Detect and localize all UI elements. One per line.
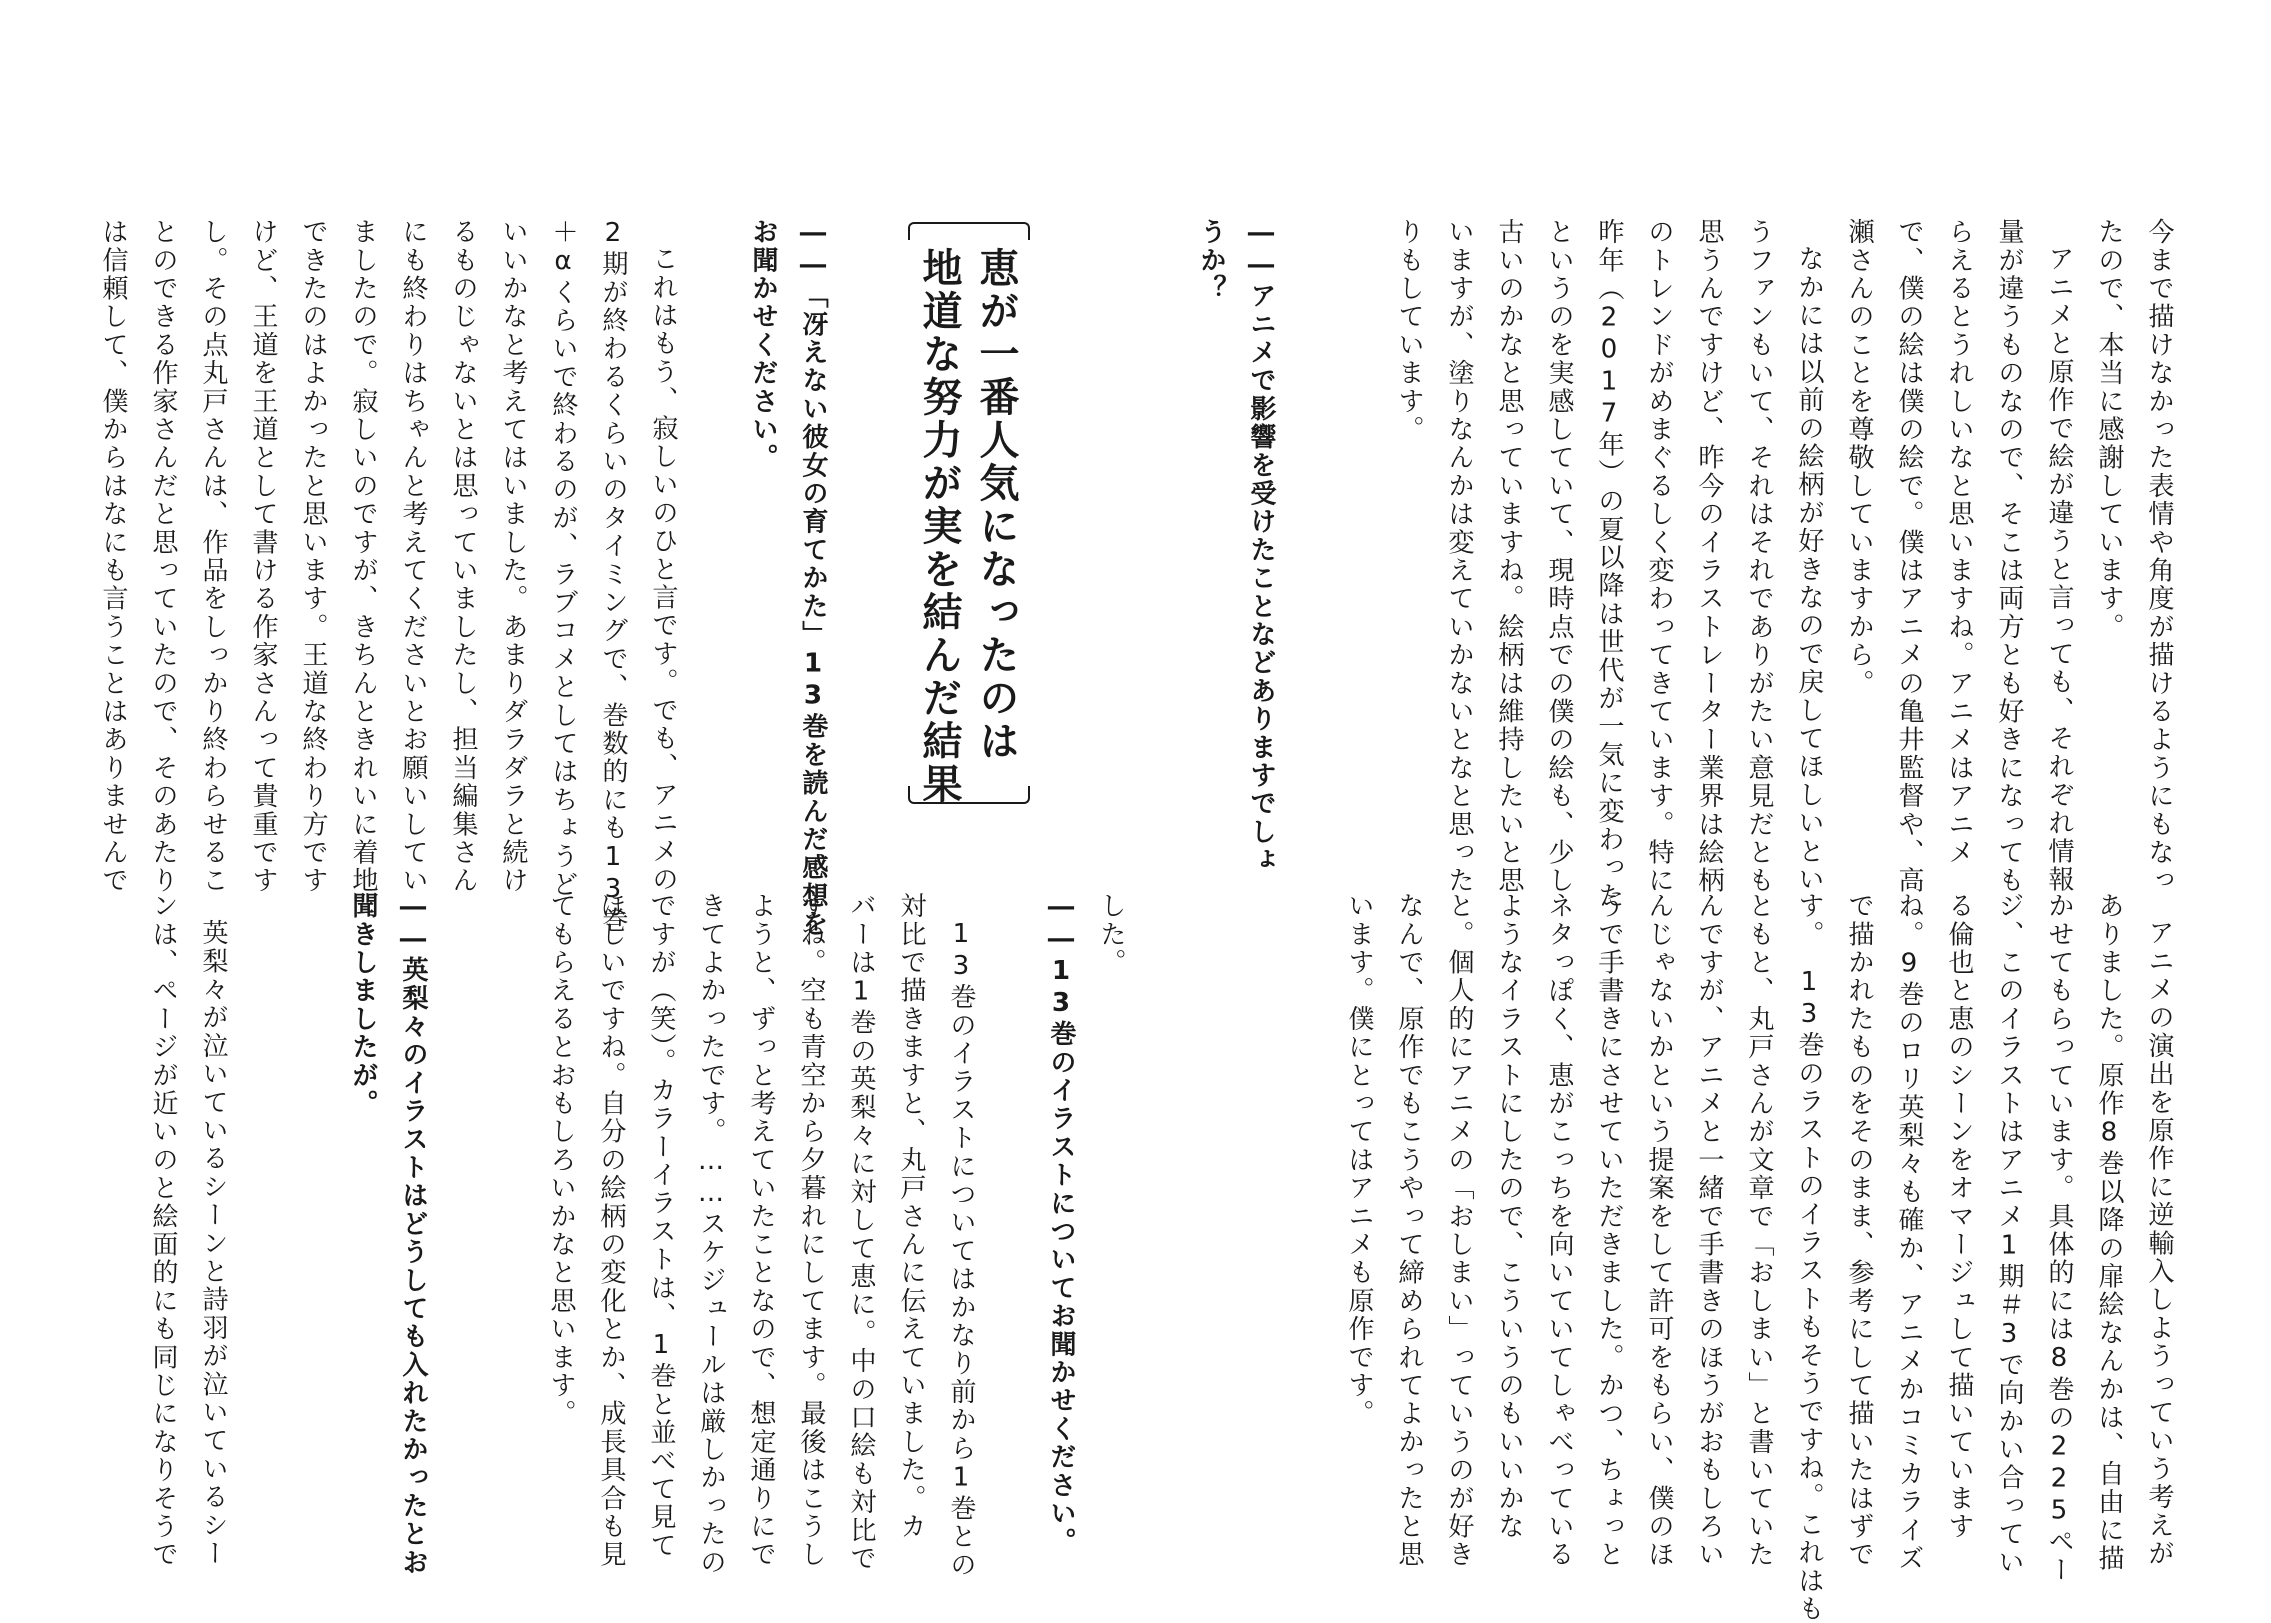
text-line: のトレンドがめまぐるしく変わってきています。特に [1644,218,1674,895]
text-line: うファンもいて、それはそれでありがたい意見だとも [1744,218,1774,895]
text-line: にも終わりはちゃんと考えてくださいとお願いしてい [398,218,428,895]
text-line: いますが、塗りなんかは変えていかないとなと思った [1444,218,1474,895]
text-line: ね。9巻のロリ英梨々も確か、アニメかコミカライズ [1894,892,1924,1573]
text-line: アニメの演出を原作に逆輸入しようっていう考えが [2144,919,2174,1568]
text-line: うで手書きにさせていただきました。かつ、ちょっと [1594,892,1624,1569]
text-line: てもらえるとおもしろいかなと思います。 [546,892,576,1428]
question-line: ――アニメで影響を受けたことなどありますでしょ [1246,218,1276,875]
text-line: とのできる作家さんだと思っていたので、そのあたり [148,218,178,895]
text-line: たので、本当に感謝しています。 [2094,218,2124,641]
heading-line: 地道な努力が実を結んだ結果 [916,247,962,806]
text-line: アニメと原作で絵が違うと言っても、それぞれ情報 [2044,245,2074,894]
text-line: る倫也と恵のシーンをオマージュして描いています [1944,892,1974,1541]
text-line: は信頼して、僕からはなにも言うことはありませんで [98,218,128,895]
text-line: 昨年（2017年）の夏以降は世代が一気に変わった [1594,218,1624,910]
text-line: なかには以前の絵柄が好きなので戻してほしいとい [1794,245,1824,894]
text-line: ありました。原作8巻以降の扉絵なんかは、自由に描 [2094,892,2124,1573]
text-line: ようなイラストにしたので、こういうのもいいかな [1494,892,1524,1541]
text-line: るものじゃないとは思っていましたし、担当編集さん [448,218,478,895]
text-line: ですが（笑）。カラーイラストは、1巻と並べて見て [646,892,676,1560]
text-line: で、僕の絵は僕の絵で。僕はアニメの亀井監督や、高 [1894,218,1924,895]
text-line: できたのはよかったと思います。王道な終わり方です [298,218,328,895]
question-line: うか？ [1196,218,1226,303]
text-line: ようと、ずっと考えていたことなので、想定通りにで [746,892,776,1569]
text-line: ましたので。寂しいのですが、きちんときれいに着地 [348,218,378,895]
text-line: けど、王道を王道として書ける作家さんって貴重です [248,218,278,895]
text-line: ともと、丸戸さんが文章で「おしまい」と書いていた [1744,892,1774,1569]
text-line: 2期が終わるくらいのタイミングで、巻数的にも13巻 [598,218,628,935]
heading-bracket-top [908,222,1030,240]
text-line: 13巻のラストのイラストもそうですね。これはも [1794,967,1824,1623]
question-line: ――英梨々のイラストはどうしても入れたかったとお [398,892,428,1577]
heading-line: 恵が一番人気になったのは [973,247,1019,763]
text-line: きてよかったです。……スケジュールは厳しかったの [696,892,726,1577]
text-line: 思うんですけど、昨今のイラストレーター業界は絵柄 [1694,218,1724,895]
text-line: ネタっぽく、恵がこっちを向いていてしゃべっている [1544,892,1574,1569]
text-line: ほしいですね。自分の絵柄の変化とか、成長具合も見 [596,892,626,1569]
text-line: かせてもらっています。具体的には8巻の225ペー [2044,892,2074,1584]
text-line: 13巻のイラストについてはかなり前から1巻との [946,919,976,1579]
text-line: ンは、ページが近いのと絵面的にも同じになりそうで [148,892,178,1569]
text-line: 英梨々が泣いているシーンと詩羽が泣いているシー [198,919,228,1568]
question-line: 聞きしましたが。 [348,892,378,1118]
text-line: なんで、原作でもこうやって締められてよかったと思 [1394,892,1424,1569]
text-line: んですが、アニメと一緒で手書きのほうがおもしろい [1694,892,1724,1569]
text-line: んじゃないかという提案をして許可をもらい、僕のほ [1644,892,1674,1569]
text-line: 古いのかなと思っていますね。絵柄は維持したいと思 [1494,218,1524,895]
text-line: います。僕にとってはアニメも原作です。 [1344,892,1374,1428]
text-line: らえるとうれしいなと思いますね。アニメはアニメ [1944,218,1974,867]
text-line: というのを実感していて、現時点での僕の絵も、少し [1544,218,1574,895]
text-line: と。個人的にアニメの「おしまい」っていうのが好き [1444,892,1474,1569]
text-line: バーは1巻の英梨々に対して恵に。中の口絵も対比で [846,892,876,1573]
text-line: いいかなと考えてはいました。あまりダラダラと続け [498,218,528,895]
text-line: し。その点丸戸さんは、作品をしっかり終わらせるこ [198,218,228,895]
question-line: お聞かせください。 [748,218,778,472]
text-line: ＋αくらいで終わるのが、ラブコメとしてはちょうど [548,218,578,899]
continuation-line: した。 [1096,892,1126,977]
text-line: これはもう、寂しいのひと言です。でも、アニメの [648,245,678,894]
text-line: 対比で描きますと、丸戸さんに伝えていました。カ [896,892,926,1541]
text-line: すね。空も青空から夕暮れにしてます。最後はこうし [796,892,826,1569]
text-line: ジ、このイラストはアニメ1期＃3で向かい合ってい [1994,892,2024,1577]
text-line: で描かれたものをそのまま、参考にして描いたはずで [1844,892,1874,1569]
question-3: ――13巻のイラストについてお聞かせください。 [1046,892,1076,1556]
heading-bracket-bottom [908,786,1030,804]
text-line: 瀬さんのことを尊敬していますから。 [1844,218,1874,698]
text-line: りもしています。 [1394,218,1424,444]
text-line: す。 [1794,892,1824,949]
question-line: ――「冴えない彼女の育てかた」13巻を読んだ感想を [798,218,828,939]
text-line: 量が違うものなので、そこは両方とも好きになっても [1994,218,2024,895]
text-line: 今まで描けなかった表情や角度が描けるようにもなっ [2144,218,2174,895]
